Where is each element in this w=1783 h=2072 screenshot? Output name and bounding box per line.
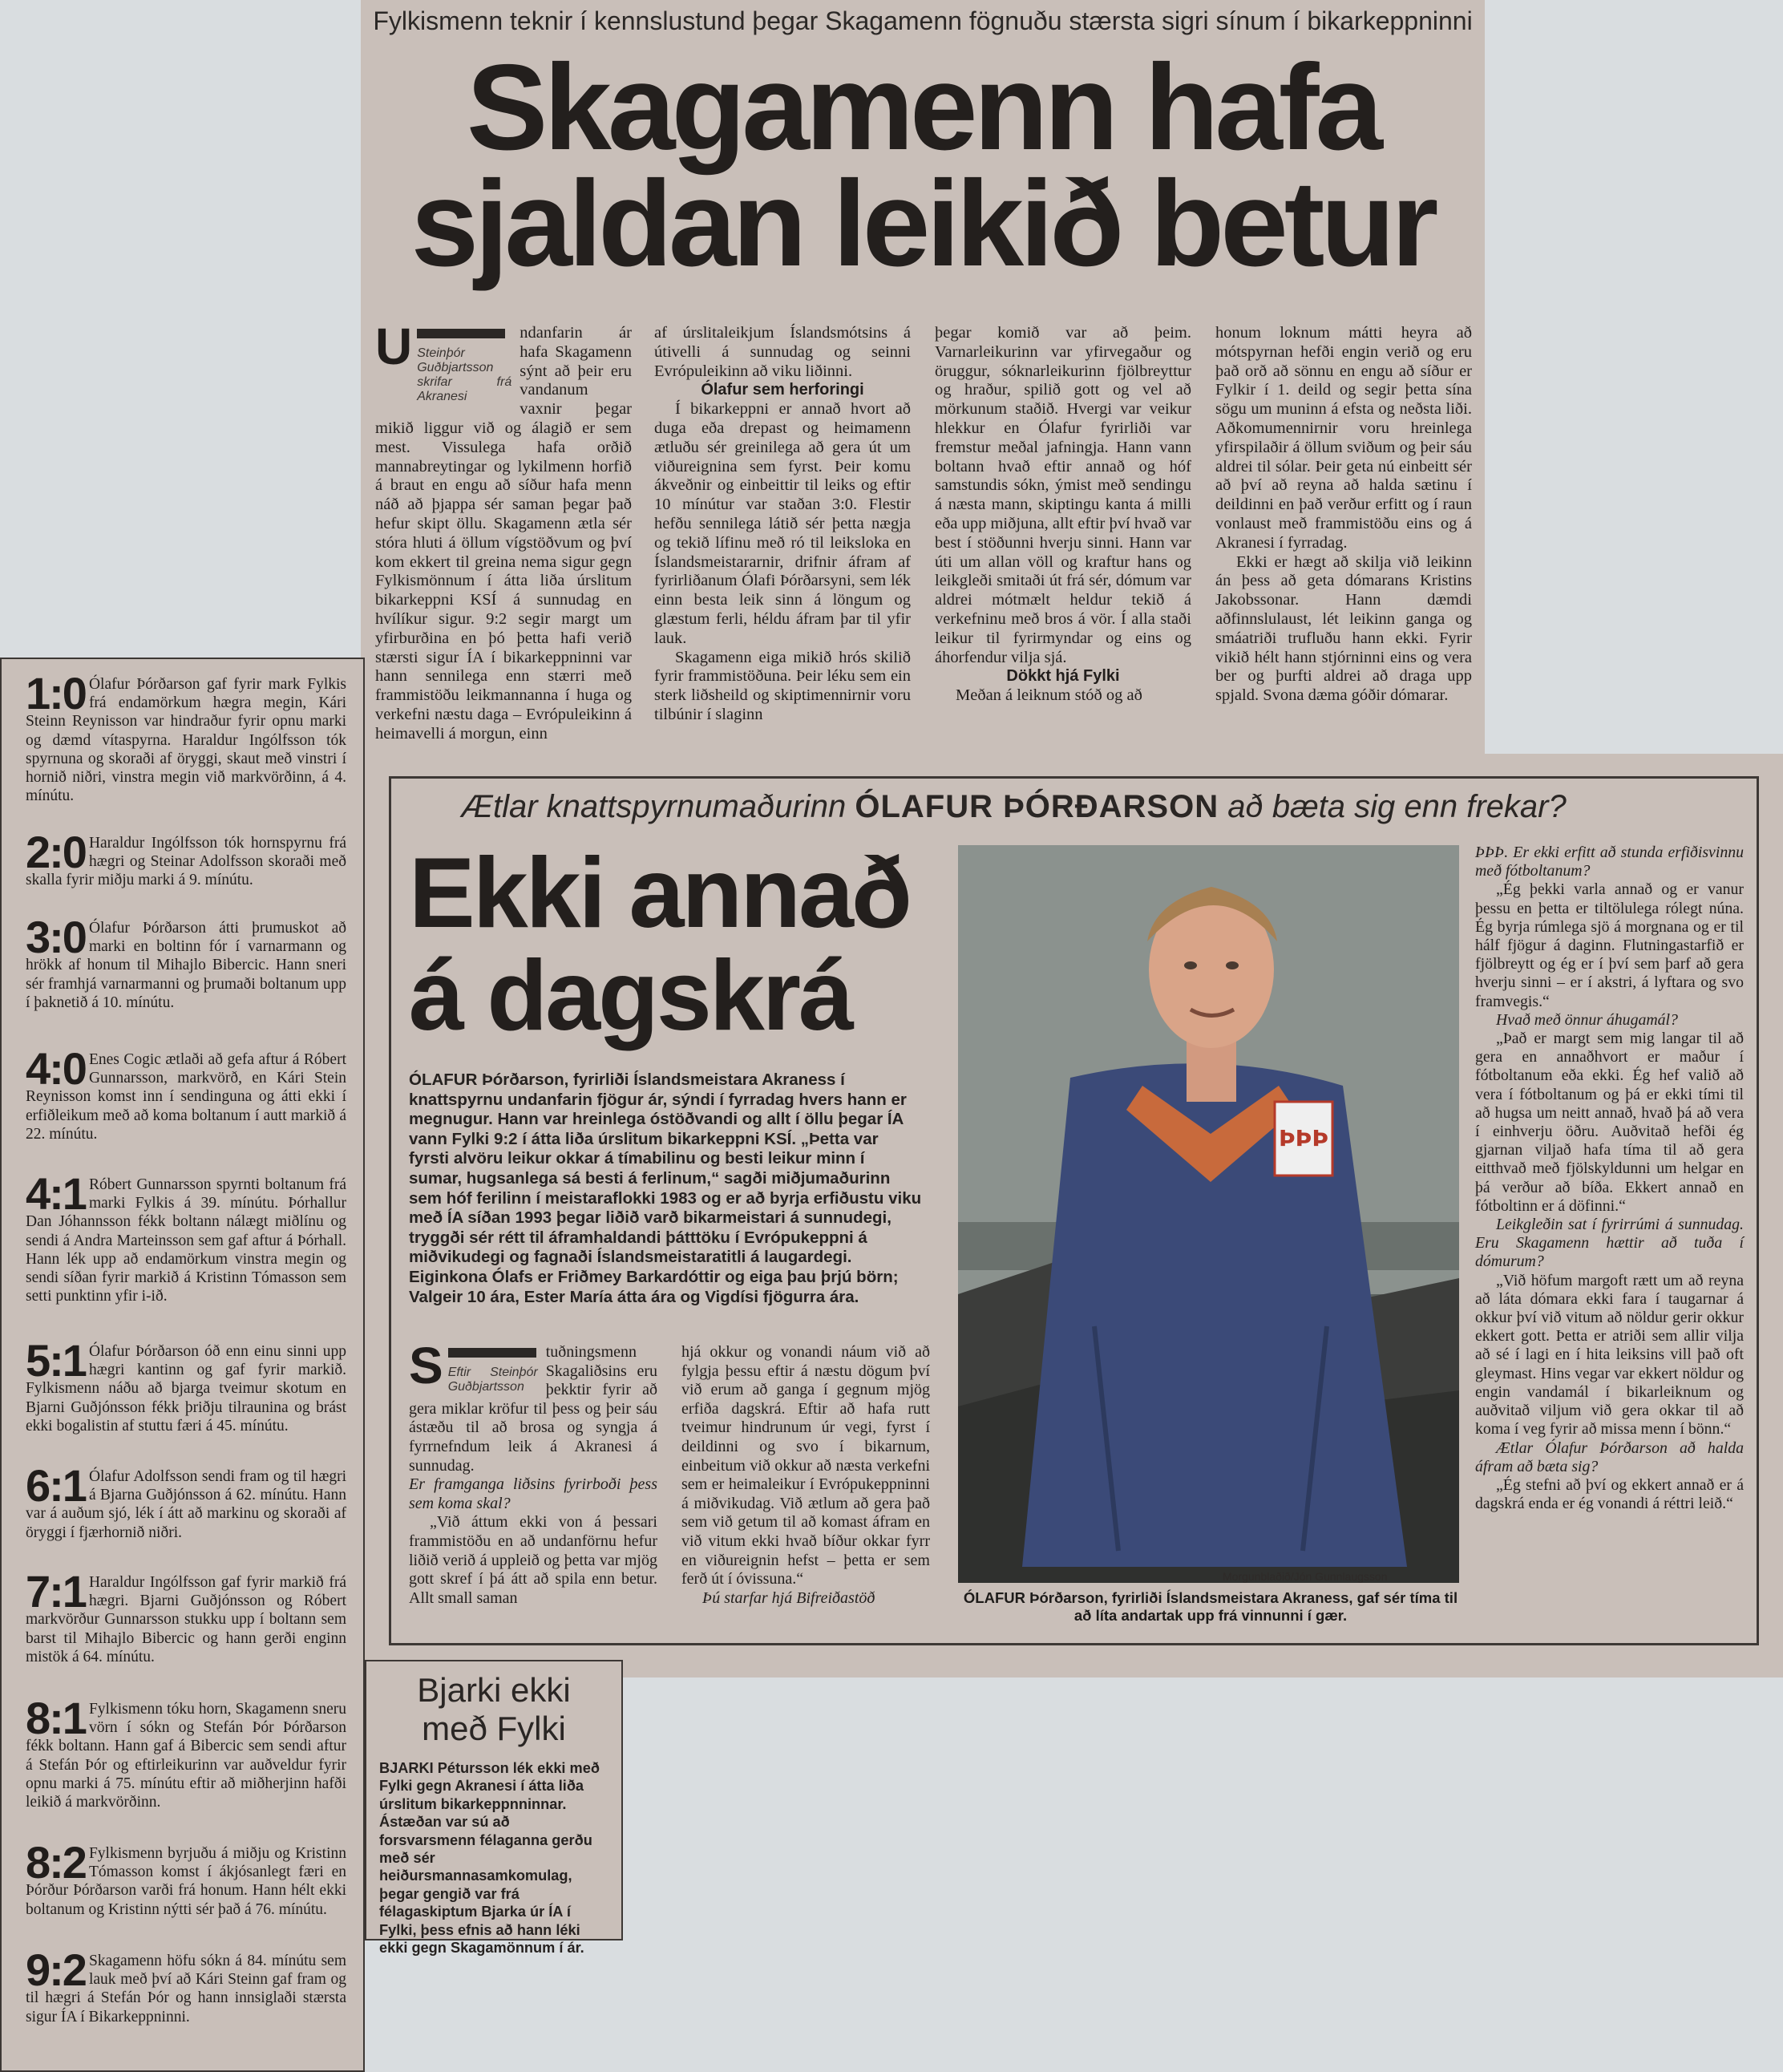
paragraph: „Ég þekki varla annað og er vanur þessu en þetta er tiltölulega rólegt núna. Ég byrja rúmlega sjö á morgnana og er til hálf fjögur á daginn. Flutningastarfið er fjölbreytt og ég er í því sem þarf að gera hverju sinni – er í akstri, á lyftara og svo framvegis.“ xyxy=(1475,880,1744,1010)
paragraph: Ekki er hægt að skilja við leikinn án þess að geta dómarans Kristins Jakobssonar. Hann dæmdi aðfinnslulaust, lét leikinn ganga og smáatriði trufluðu hann ekki. Fyrir vikið hélt hann stjórninni eins og vera ber og þurfti aldrei að draga upp spjald. Svona dæma góðir dómarar. xyxy=(1215,552,1472,705)
paragraph: Í bikarkeppni er annað hvort að duga eða drepast og heimamenn ætluðu sér greinilega að gera út um viðureignina sem fyrst. Þeir komu ákveðnir og einbeittir til leiks og eftir 10 mínútur var staðan 3:0. Flestir hefðu sennilega látið sér þetta nægja og tekið lífinu með ró til leiksloka en Íslandsmeistararnir, drifnir áfram af fyrirliðanum Ólafi Þórðarsyni, sem lék einn besta leik sinn á löngum og glæstum ferli, héldu áfram þar til yfir lauk. xyxy=(654,400,911,647)
question: ÞÞÞ. Er ekki erfitt að stunda erfiðisvinnu með fótboltanum? xyxy=(1475,844,1744,880)
score-label: 1:0 xyxy=(26,668,86,718)
article-column-4 xyxy=(1215,324,1472,706)
paragraph: hjá okkur og vonandi náum við að fylgja þessu eftir á næstu dögum því við erum að ganga í gegnum mjög erfiða dagskrá. Eftir að hafa rutt tveimur hindrunum úr vegi, fyrst í deildinni og svo í bikarnum, einbeitum við okkur að næsta verkefni sem er heimaleikur í Evrópukeppninni á miðvikudag. Við ætlum að gera það sem við getum til að komast áfram en við vitum ekki hvað bíður okkar fyrr en viðureignin hefst – þetta er sem ferð út í óvissuna.“ xyxy=(681,1343,930,1588)
question: Þú starfar hjá Bifreiðastöð xyxy=(702,1588,875,1607)
portrait-illustration xyxy=(958,845,1459,1583)
byline: Eftir Steinþór Guðbjartsson xyxy=(448,1348,538,1394)
score-label: 5:1 xyxy=(26,1335,86,1386)
goal-entry xyxy=(26,1837,346,1919)
question: Er framganga liðsins fyrirboði þess sem koma skal? xyxy=(409,1475,657,1512)
subheading: Ólafur sem herforingi xyxy=(701,381,864,399)
score-label: 9:2 xyxy=(26,1945,86,1995)
bjarki-headline: Bjarki ekki með Fylki xyxy=(417,1671,571,1747)
goal-entry xyxy=(26,1945,346,2026)
photo-caption: ÓLAFUR Þórðarson, fyrirliði Íslandsmeistara Akraness, gaf sér tíma til að líta andartak upp frá vinnunni í gær. xyxy=(963,1589,1458,1624)
goal-text: Fylkismenn tóku horn, Skagamenn sneru vörn í sókn og Stefán Þór Þórðarson fékk boltann. Hann gaf á Bibercic sem sendi aftur á Stefán Þór og eftirleikurinn var auðveldur fyrir opnu marki á 75. mínútu eftir að miðherjinn hafði leikið á markvörðinn. xyxy=(26,1701,346,1811)
goal-entry xyxy=(26,1566,346,1666)
question: Hvað með önnur áhugamál? xyxy=(1496,1010,1678,1029)
goal-text: Haraldur Ingólfsson tók hornspyrnu frá hægri og Steinar Adolfsson skoraði með skalla fyrir miðju marki á 9. mínútu. xyxy=(26,835,346,889)
goal-entry xyxy=(26,668,346,805)
interview-kicker: Ætlar knattspyrnumaðurinn ÓLAFUR ÞÓRÐARSON að bæta sig enn frekar? xyxy=(461,789,1567,824)
paragraph: „Við höfum margoft rætt um að reyna að láta dómara ekki fara í taugarnar á okkur því við vitum að nöldur gerir okkur ekkert gott. Þetta er atriði sem allir vilja að sé í lagi en í hita leiksins vill það oft gleymast. Hins vegar var ekkert nöldur og engin vandamál í bikarleiknum og auðvitað viljum við gera okkar til að koma í veg fyrir að missa menn í bönn.“ xyxy=(1475,1271,1744,1439)
goal-text: Ólafur Þórðarson gaf fyrir mark Fylkis frá endamörkum hægra megin, Kári Steinn Reynisson var hindraður fyrir opnu marki og dæmd vítaspyrna. Haraldur Ingólfsson tók spyrnuna og skoraði af öryggi, skaut með vinstri í hornið niðri, vinstra megin við markvörðinn, á 4. mínútu. xyxy=(26,676,346,805)
photo-credit: Morgunblaðið/Jón Gunnlaugsson xyxy=(1223,1570,1388,1583)
article-column-3 xyxy=(935,324,1191,706)
goal-entry xyxy=(26,1043,346,1143)
score-label: 6:1 xyxy=(26,1460,86,1511)
goal-text: Fylkismenn byrjuðu á miðju og Kristinn Tómasson komst í ákjósanlegt færi en Þórður Þórðarson varði frá honum. Hann hélt ekki boltanum og Kristinn nýtti sér það á 76. mínútu. xyxy=(26,1845,346,1918)
byline-rule xyxy=(417,329,505,338)
score-label: 3:0 xyxy=(26,912,86,962)
interview-column-3 xyxy=(1475,844,1744,1513)
bjarki-text: BJARKI Pétursson lék ekki með Fylki gegn Akranesi í átta liða úrslitum bikarkeppnninnar. Ástæðan var sú að forsvarsmenn félaganna gerðu með sér heiðursmannasamkomulag, þegar gengið var frá félagaskiptum Bjarka úr ÍA í Fylki, þess efnis að hann léki ekki gegn Skagamönnum í ár. xyxy=(379,1760,600,1957)
paragraph: þegar komið var að þeim. Varnarleikurinn var yfirvegaður og öruggur, sóknarleikurinn fjölbreyttur og hraður, spilið gott og vel að mörkunum staðið. Hvergi var veikur hlekkur en Ólafur fyrirliði var fremstur meðal jafningja. Hann vann boltann hvað eftir annað og hóf samstundis sókn, ýmist með sendingu á næsta mann, skiptingu kanta á milli eða upp miðjuna, allt eftir því hvað var best í stöðunni hverju sinni. Hann var úti um allan völl og kraftur hans og leikgleði smitaði út frá sér, dómum var aldrei mótmælt heldur tekið á verkefninu með bros á vör. Í alla staði leikur til fyrirmyndar og eins og áhorfendur vilja sjá. xyxy=(935,324,1191,666)
goal-entry xyxy=(26,1460,346,1542)
paragraph: ndanfarin ár hafa Skagamenn sýnt að þeir eru vandanum vaxnir þegar mikið liggur við og álagið er sem mest. Vissulega hafa orðið mannabreytingar og lykilmenn horfið á braut en engu að síður hafa menn náð að þjappa sér saman þegar það hefur skipt öllu. Skagamenn ætla sér stóra hluti á öllum vígstöðvum og því kom ekkert til greina nema sigur gegn Fylkismönnum í átta liða úrslitum bikarkeppni KSÍ á sunnudag en hvílíkur sigur. 9:2 segir margt um yfirburðina en þó þetta hafi verið stærsti sigur ÍA í bikarkeppninni var hann sennilega enn stærri með frammistöðu leikmannanna í huga og verkefni næstu daga – Evrópuleikinn á heimavelli á morgun, einn xyxy=(375,324,632,743)
goal-entry xyxy=(26,1693,346,1811)
headline-line-2: sjaldan leikið betur xyxy=(410,156,1435,292)
goal-text: Ólafur Þórðarson óð enn einu sinni upp hægri kantinn og gaf fyrir markið. Fylkismenn náðu að bjarga tveimur skotum en Bjarni Guðjónsson fékk þriðju tilraunina og brást ekki bogalistin af stuttu færi á 45. mínútu. xyxy=(26,1343,346,1435)
bjarki-sidebar xyxy=(365,1660,623,1957)
interview-headline: Ekki annað á dagskrá xyxy=(409,838,910,1051)
goal-text: Haraldur Ingólfsson gaf fyrir markið frá hægri. Bjarni Guðjónsson og Róbert markvörður Gunnarsson stukku upp í boltann sem barst til Mihajlo Bibercic og hann gerði enginn mistök á 64. mínútu. xyxy=(26,1574,346,1665)
interview-column-2 xyxy=(681,1343,930,1608)
score-label: 4:0 xyxy=(26,1043,86,1094)
byline-rule xyxy=(448,1348,536,1358)
goal-entry xyxy=(26,912,346,1012)
score-label: 2:0 xyxy=(26,827,86,877)
photo-badge: ÞÞÞ xyxy=(1279,1125,1328,1151)
paragraph: „Ég stefni að því og ekkert annað er á dagskrá enda er ég vonandi á réttri leið.“ xyxy=(1475,1475,1744,1513)
article-kicker: Fylkismenn teknir í kennslustund þegar Skagamenn fögnuðu stærsta sigri sínum í bikarkeppninni xyxy=(373,6,1473,35)
goal-entry xyxy=(26,1335,346,1435)
byline: Steinþór Guðbjartsson skrifar frá Akranesi xyxy=(417,329,511,404)
goal-text: Róbert Gunnarsson spyrnti boltanum frá marki Fylkis á 39. mínútu. Þórhallur Dan Jóhannsson fékk boltann nálægt miðlínu og sendi á Andra Marteinsson sem gaf aftur á Þórhall. Hann lék upp að endamörkum vinstra megin og sendi síðan fyrir markið á Kristinn Tómasson sem setti punktinn yfir i-ið. xyxy=(26,1176,346,1305)
article-column-1 xyxy=(375,318,632,744)
question: Leikgleðin sat í fyrirrúmi á sunnudag. Eru Skagamenn hættir að tuða í dómurum? xyxy=(1475,1216,1744,1271)
goal-text: Skagamenn höfu sókn á 84. mínútu sem lauk með því að Kári Steinn gaf fram og til hægri á Stefán Þór og hann innsiglaði stærsta sigur ÍA í Bikarkeppninni. xyxy=(26,1953,346,2025)
goal-entry xyxy=(26,1168,346,1305)
goal-text: Ólafur Þórðarson átti þrumuskot að marki en boltinn fór í varnarmann og hrökk af honum til Mihajlo Bibercic. Hann sneri sér framhjá varnarmanni og þrumaði boltanum upp í þaknetið á 10. mínútu. xyxy=(26,920,346,1011)
portrait-photo xyxy=(958,845,1459,1583)
score-label: 4:1 xyxy=(26,1168,86,1219)
score-label: 8:2 xyxy=(26,1837,86,1888)
headline-line-1: Skagamenn hafa xyxy=(467,39,1379,176)
subheading: Dökkt hjá Fylki xyxy=(1006,667,1120,686)
drop-cap: U xyxy=(375,318,413,375)
paragraph: Skagamenn eiga mikið hrós skilið fyrir frammistöðuna. Þeir léku sem ein sterk liðsheild og skiptimennirnir voru tilbúnir í slaginn xyxy=(654,648,911,723)
paragraph: af úrslitaleikjum Íslandsmótsins á útivelli á sunnudag og seinni Evrópuleikinn að viku liðinni. xyxy=(654,324,911,380)
score-label: 8:1 xyxy=(26,1693,86,1743)
paragraph: Meðan á leiknum stóð og að xyxy=(956,686,1142,705)
question: Ætlar Ólafur Þórðarson að halda áfram að bæta sig? xyxy=(1475,1439,1744,1475)
goal-entry xyxy=(26,827,346,890)
paragraph: honum loknum mátti heyra að mótspyrnan hefði engin verið og eru það orð að sönnu en engu að síður er Fylkir í 1. deild og segir þetta sína sögu um muninn á efsta og neðsta liði. Aðkomumennirnir voru hreinlega yfirspilaðir á öllum sviðum og þeir sáu aldrei til sólar. Þeir geta nú einbeitt sér að því að reyna að halda sætinu í deildinni en það verður erfitt og í raun vonlaust með frammistöðu eins og á Akranesi í fyrradag. xyxy=(1215,324,1472,552)
paragraph: „Við áttum ekki von á þessari frammistöðu en að undanförnu hefur liðið verið á uppleið og þetta var mjög gott skref í þá átt að spila enn betur. Allt small saman xyxy=(409,1513,657,1607)
goal-text: Ólafur Adolfsson sendi fram og til hægri á Bjarna Guðjónsson á 62. mínútu. Hann var á auðum sjó, lék í átt að markinu og skoraði af öryggi í fjærhornið niðri. xyxy=(26,1468,346,1541)
score-label: 7:1 xyxy=(26,1566,86,1617)
main-article xyxy=(361,0,1485,754)
interview-kicker-name: ÓLAFUR ÞÓRÐARSON xyxy=(855,789,1219,824)
goal-text: Enes Cogic ætlaði að gefa aftur á Róbert Gunnarsson, markvörð, en Kári Stein Reynisson komst inn í sendinguna og átti ekki í erfiðleikum með að koma boltanum í autt markið á 22. mínútu. xyxy=(26,1051,346,1143)
article-column-2 xyxy=(654,324,911,725)
article-headline xyxy=(377,39,1469,292)
interview-lead: ÓLAFUR Þórðarson, fyrirliði Íslandsmeistara Akraness í knattspyrnu undanfarin fjögur ár, sýndi í fyrradag hvers hann er megnugur. Hann var hreinlega óstöðvandi og allt í öllu þegar ÍA vann Fylki 9:2 í átta liða úrslitum bikarkeppni KSÍ. „Þetta var fyrsti alvöru leikur okkar á tímabilinu og besti leikur minn í sumar, hugsanlega sá besti á ferlinum,“ sagði miðjumaðurinn sem hóf ferilinn í meistaraflokki 1983 og er að byrja erfiðustu viku með ÍA síðan 1993 þegar liðið varð bikarmeistari á sunnudegi, tryggði sér rétt til áframhaldandi þátttöku í Evrópukeppni á miðvikudegi og fagnaði Íslandsmeistaratitli á laugardegi. Eiginkona Ólafs er Friðmey Barkardóttir og eiga þau þrjú börn; Valgeir 10 ára, Ester María átta ára og Vigdísi fjögurra ára. xyxy=(409,1070,922,1306)
interview-column-1: S Eftir Steinþór Guðbjartsson tuðningsmenn Skagaliðsins eru þekktir fyrir að gera miklar kröfur til þess og þeir sáu ástæðu til að brosa og syngja á fyrrnefndum leik á Akranesi á sunnudag. Er framganga liðsins fyrirboði þess sem koma skal? „Við áttum ekki von á þessari frammistöðu en að undanförnu hefur liðið verið á uppleið og þetta var mjög gott skref í þá átt að spila enn betur. Allt small saman xyxy=(409,1337,657,1607)
paragraph: „Það er margt sem mig langar til að gera en annaðhvort er maður í fótboltanum eða ekki. Ég hef valið að vera í fótboltanum og þá er ekki tími til að hugsa um neitt annað, hvað þá að vera í einhverju öðru. Auðvitað hefði ég gjarnan viljað hafa tíma til að gera eitthvað með fjölskyldunni um helgar en þá verður að bíða. Ekkert annað en fótboltinn er á döfinni.“ xyxy=(1475,1030,1744,1215)
goal-summary-panel xyxy=(0,658,365,2072)
drop-cap: S xyxy=(409,1337,443,1394)
interview-article xyxy=(365,754,1783,1677)
